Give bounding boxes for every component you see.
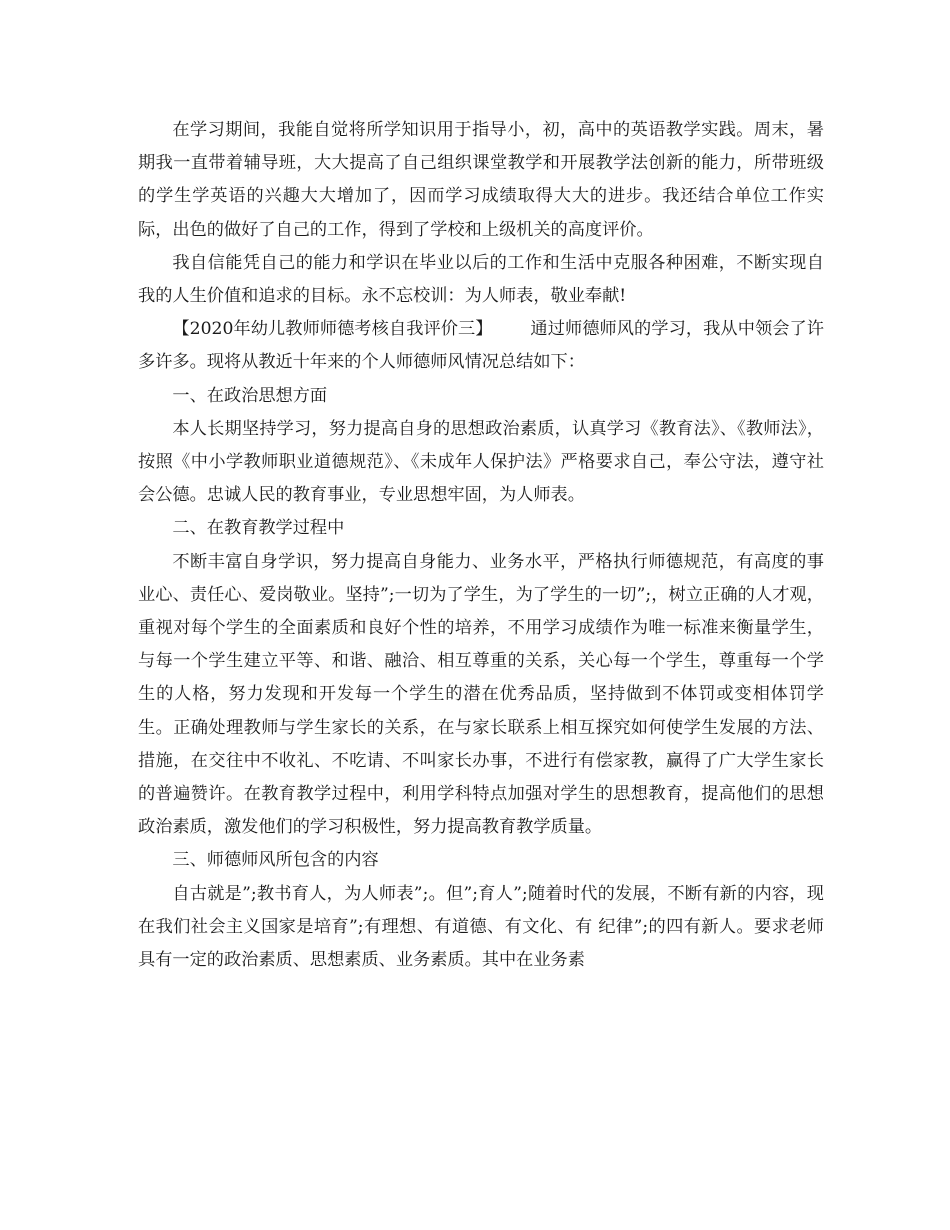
section-title-paragraph (138, 313, 824, 379)
section-intro: 通过师德师风的学习，我从中领会了许多许多。现将从教近十年来的个人师德师风情况总结如下： (138, 319, 824, 373)
part3-body: 自古就是”;教书育人，为人师表”;。但”;育人”;随着时代的发展，不断有新的内容，现在我们社会主义国家是培育”;有理想、有道德、有文化、有 纪律”;的四有新人。要求老师具有一定的政治素质、思想素质、业务素质。其中在业务素 (138, 883, 824, 971)
part3-heading: 三、师德师风所包含的内容 (172, 850, 379, 871)
part2-body: 不断丰富自身学识，努力提高自身能力、业务水平，严格执行师德规范，有高度的事业心、责任心、爱岗敬业。坚持”;一切为了学生，为了学生的一切”;，树立正确的人才观，重视对每个学生的全面素质和良好个性的培养，不用学习成绩作为唯一标准来衡量学生，与每一个学生建立平等、和谐、融洽、相互尊重的关系，关心每一个学生，尊重每一个学生的人格，努力发现和开发每一个学生的潜在优秀品质，坚持做到不体罚或变相体罚学生。正确处理教师与学生家长的关系，在与家长联系上相互探究如何使学生发展的方法、措施，在交往中不收礼、不吃请、不叫家长办事，不进行有偿家教，赢得了广大学生家长的普遍赞许。在教育教学过程中，利用学科特点加强对学生的思想教育，提高他们的思想政治素质，激发他们的学习积极性，努力提高教育教学质量。 (138, 551, 824, 838)
section-title: 【2020年幼儿教师师德考核自我评价三】 (172, 319, 493, 340)
part2-heading: 二、在教育教学过程中 (172, 518, 345, 539)
paragraph-study: 在学习期间，我能自觉将所学知识用于指导小，初，高中的英语教学实践。周末，暑期我一直带着辅导班，大大提高了自己组织课堂教学和开展教学法创新的能力，所带班级的学生学英语的兴趣大大增加了，因而学习成绩取得大大的进步。我还结合单位工作实际，出色的做好了自己的工作，得到了学校和上级机关的高度评价。 (138, 120, 824, 240)
document-body (138, 114, 824, 977)
paragraph-confidence: 我自信能凭自己的能力和学识在毕业以后的工作和生活中克服各种困难，不断实现自我的人生价值和追求的目标。永不忘校训：为人师表，敬业奉献! (138, 252, 824, 307)
part1-body: 本人长期坚持学习，努力提高自身的思想政治素质，认真学习《教育法》、《教师法》，按照《中小学教师职业道德规范》、《未成年人保护法》严格要求自己，奉公守法，遵守社会公德。忠诚人民的教育事业，专业思想牢固，为人师表。 (138, 418, 824, 506)
part1-heading: 一、在政治思想方面 (172, 385, 328, 406)
